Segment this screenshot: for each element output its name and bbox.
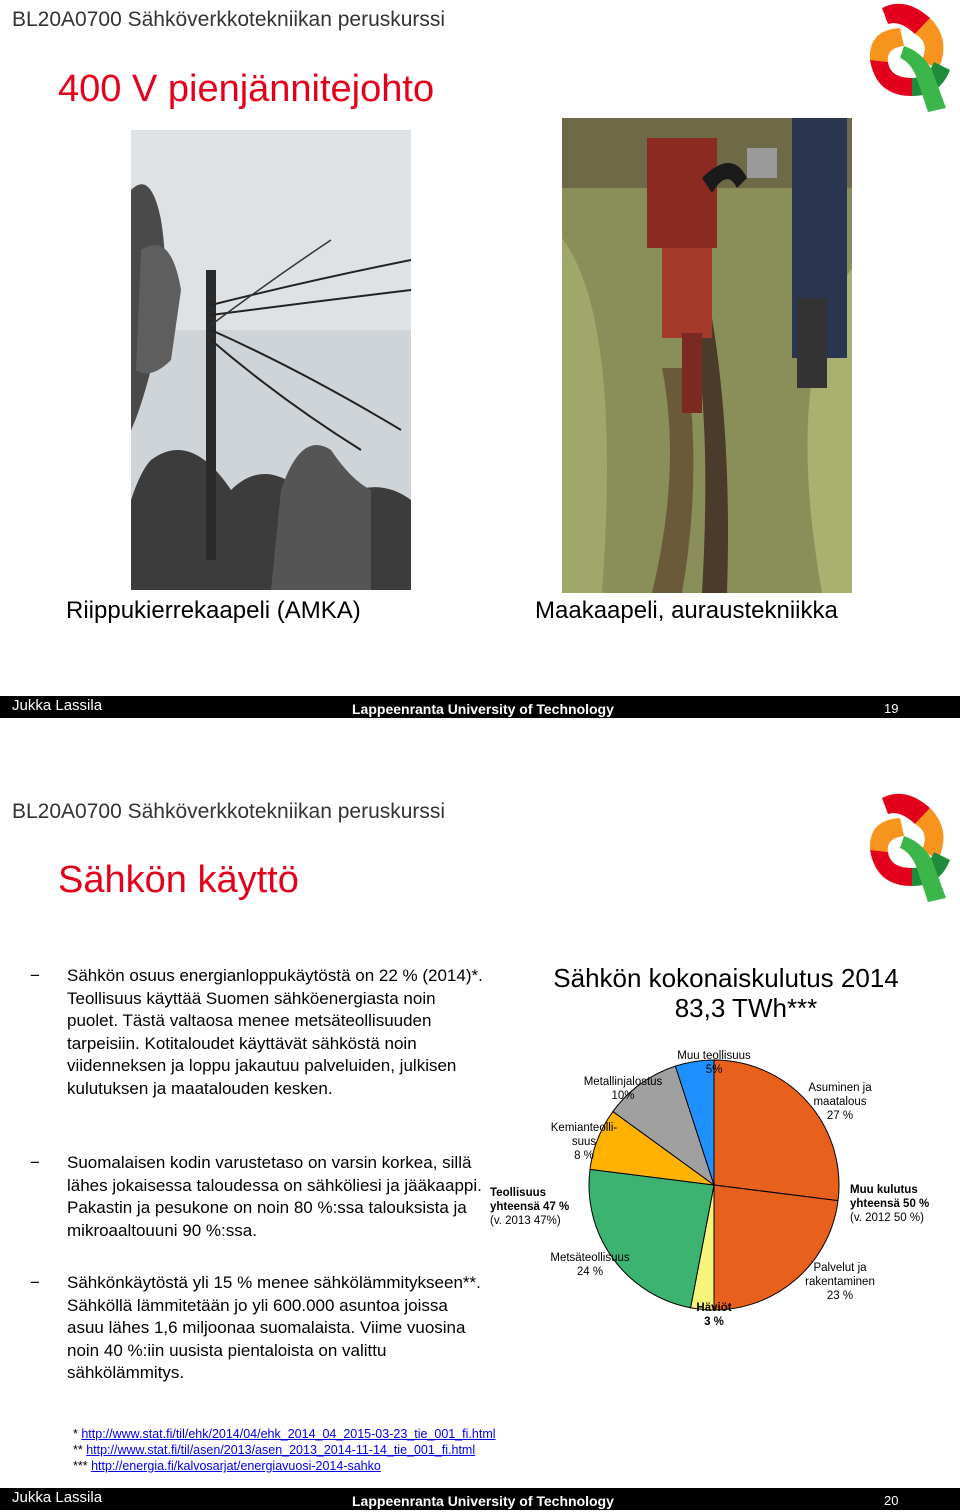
chart-title: Sähkön kokonaiskulutus 2014: [553, 963, 899, 993]
references: [73, 1426, 496, 1474]
footer: [0, 696, 960, 718]
footer-author: Jukka Lassila: [12, 1489, 103, 1506]
label-metsateollisuus: Metsäteollisuus 24 %: [550, 1252, 630, 1278]
label-kemianteollisuus: Kemianteolli- suus 8 %: [550, 1122, 618, 1162]
reference-2: ** http://www.stat.fi/til/asen/2013/asen_2013_2014-11-14_tie_001_fi.html: [73, 1443, 476, 1457]
lut-logo: [860, 790, 960, 905]
slide-20: BL20A0700 Sähköverkkotekniikan peruskurssi Sähkön käyttö − Sähkön osuus energianloppukäytöstä on 22 % (2014)*. Teollisuus käyttää Suomen sähköenergiasta noin puolet. Tästä valtaosa menee metsäteollisuuden tarpeisiin. Kotitaloudet käyttävät sähköstä noin viidenneksen ja loppu jakautuu palveluiden, julkisen kulutuksen ja maatalouden kesken. − Suomalaisen kodin varustetaso on varsin korkea, sillä lähes jokaisessa taloudessa on sähköliesi ja jääkaappi. Pakastin ja pesukone on noin 80 %:ssa talouksista ja mikroaaltouuni 90 %:ssa. − Sähkönkäytöstä yli 15 % menee sähkölämmitykseen**. Sähköllä lämmitetään jo yli 600.000 asuntoa joissa asuu lähes 1,6 miljoonaa suomalaista. Viime vuosina noin 40 %:iin uusista pientaloista on valittu sähkölämmitys. Sähkön kokonaiskulutus 2014 83,3 TWh*** Muu teollisuus 5% Metallinjalostus 10% Kemianteolli- suus 8 % Asuminen ja maatalous 27 % Metsäteollisuus 24 % Häviöt 3 % Palvelut ja rakentaminen 23 % Teollisuus yhteensä 47 % (v. 2013 47%) Muu kulutus yhteensä 50 % (v. 2012 50 %) * http://www.stat.fi/til/ehk/2014/04/ehk_2014_04_2015-03-23_tie_001_fi.html ** http://www.stat.fi/til/asen/2013/asen_2013_2014-11-14_tie_001_fi.html *** http://energia.fi/kalvosarjat/energiavuosi-2014-sahko Jukka Lassila Lappeenranta University of Technology 20: [0, 775, 960, 1512]
label-other-total: Muu kulutus yhteensä 50 % (v. 2012 50 %): [850, 1184, 930, 1224]
footer-university: Lappeenranta University of Technology: [352, 701, 614, 717]
label-haviot: Häviöt 3 %: [696, 1302, 732, 1328]
slide-title: Sähkön käyttö: [58, 859, 299, 901]
reference-1: * http://www.stat.fi/til/ehk/2014/04/ehk_2014_04_2015-03-23_tie_001_fi.html: [73, 1427, 496, 1441]
label-palvelut: Palvelut ja rakentaminen 23 %: [805, 1262, 875, 1302]
overhead-cable-photo: [131, 130, 411, 590]
label-asuminen: Asuminen ja maatalous 27 %: [808, 1082, 872, 1122]
reference-link[interactable]: http://energia.fi/kalvosarjat/energiavuosi-2014-sahko: [91, 1459, 381, 1473]
lut-logo: [860, 0, 960, 115]
right-photo-caption: Maakaapeli, auraustekniikka: [535, 597, 838, 624]
page-number: 19: [884, 701, 899, 716]
footer-author: Jukka Lassila: [12, 697, 103, 714]
reference-3: *** http://energia.fi/kalvosarjat/energiavuosi-2014-sahko: [73, 1459, 381, 1473]
footer: [0, 1488, 960, 1510]
left-photo-caption: Riippukierrekaapeli (AMKA): [66, 597, 361, 624]
label-industry-total: Teollisuus yhteensä 47 % (v. 2013 47%): [490, 1187, 570, 1227]
cable-plough-photo: [562, 118, 852, 593]
reference-link[interactable]: http://www.stat.fi/til/asen/2013/asen_2013_2014-11-14_tie_001_fi.html: [86, 1443, 476, 1457]
course-title: BL20A0700 Sähköverkkotekniikan peruskurssi: [12, 800, 446, 823]
label-muu-teollisuus: Muu teollisuus 5%: [677, 1050, 751, 1076]
reference-link[interactable]: http://www.stat.fi/til/ehk/2014/04/ehk_2014_04_2015-03-23_tie_001_fi.html: [81, 1427, 496, 1441]
chart-subtitle: 83,3 TWh***: [674, 993, 818, 1023]
slide-title: 400 V pienjännitejohto: [58, 68, 435, 110]
footer-university: Lappeenranta University of Technology: [352, 1493, 614, 1509]
page-number: 20: [884, 1493, 899, 1508]
label-metallinjalostus: Metallinjalostus 10%: [583, 1076, 663, 1102]
course-title: BL20A0700 Sähköverkkotekniikan peruskurssi: [12, 8, 446, 31]
slide-19: [0, 0, 960, 720]
